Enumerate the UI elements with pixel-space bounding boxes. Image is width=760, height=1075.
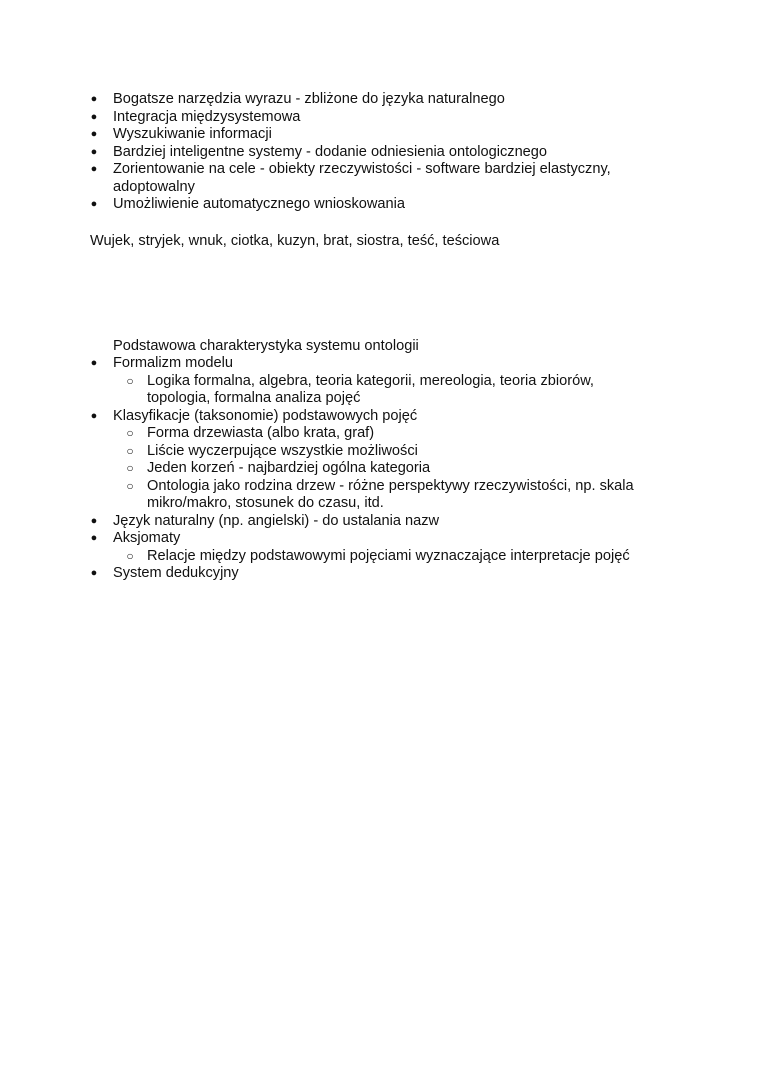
list-item	[0, 530, 760, 548]
section-heading: Podstawowa charakterystyka systemu ontologii	[113, 338, 419, 354]
sub-list-item-text: Jeden korzeń - najbardziej ogólna kategoria	[147, 460, 431, 476]
bullet-icon: ●	[90, 532, 98, 544]
list-item-text: Język naturalny (np. angielski) - do ustalania nazw	[113, 512, 440, 529]
sub-list-item-text: Liście wyczerpujące wszystkie możliwości	[147, 442, 418, 459]
bullet-icon: ●	[90, 198, 98, 210]
list-item	[0, 126, 760, 144]
list-item	[0, 408, 760, 426]
sub-list-item	[0, 478, 760, 513]
sublist-container	[0, 548, 760, 566]
bullet-icon: ●	[90, 110, 98, 123]
bullet-icon: ●	[90, 145, 98, 158]
list-item-text: Formalizm modelu	[113, 355, 234, 371]
list-item-text: Klasyfikacje (taksonomie) podstawowych pojęć	[113, 407, 418, 424]
sub-list-item	[0, 443, 760, 461]
list-item	[0, 196, 760, 214]
circle-bullet-icon: ○	[126, 426, 134, 440]
relatives-line: Wujek, stryjek, wnuk, ciotka, kuzyn, brat, siostra, teść, teściowa	[90, 233, 500, 249]
bullet-icon: ●	[90, 567, 98, 579]
circle-bullet-icon: ○	[126, 373, 134, 388]
sub-list-item-text: Forma drzewiasta (albo krata, graf)	[147, 425, 375, 441]
bullet-icon: ●	[90, 409, 98, 422]
sub-list-item	[0, 460, 760, 478]
ontology-characteristics-list	[0, 355, 760, 583]
list-item-text: Bogatsze narzędzia wyrazu - zbliżone do języka naturalnego	[113, 91, 505, 107]
list-item-text: Umożliwienie automatycznego wnioskowania	[113, 196, 406, 212]
circle-bullet-icon: ○	[126, 443, 134, 458]
bullet-icon: ●	[90, 93, 98, 105]
bullet-icon: ●	[90, 357, 98, 369]
circle-bullet-icon: ○	[126, 478, 134, 493]
list-item	[0, 355, 760, 373]
benefits-list	[0, 91, 760, 214]
circle-bullet-icon: ○	[126, 548, 134, 563]
sub-list-item-text: Relacje między podstawowymi pojęciami wyznaczające interpretacje pojęć	[147, 547, 630, 564]
list-item	[0, 144, 760, 162]
sublist-container	[0, 425, 760, 513]
sub-list-item	[0, 373, 760, 408]
list-item	[0, 565, 760, 583]
list-item-text: System dedukcyjny	[113, 565, 239, 581]
bullet-icon: ●	[90, 514, 98, 527]
list-item	[0, 91, 760, 109]
bullet-icon: ●	[90, 163, 98, 175]
list-item-text: Wyszukiwanie informacji	[113, 126, 272, 142]
bullet-icon: ●	[90, 128, 98, 140]
sublist-container	[0, 373, 760, 408]
circle-bullet-icon: ○	[126, 461, 134, 475]
sub-list-item-text: Ontologia jako rodzina drzew - różne perspektywy rzeczywistości, np. skala mikro/makro, stosunek do czasu, itd.	[147, 477, 634, 511]
list-item-text: Zorientowanie na cele - obiekty rzeczywistości - software bardziej elastyczny, adoptowalny	[113, 161, 611, 195]
sub-list-item-text: Logika formalna, algebra, teoria kategorii, mereologia, teoria zbiorów, topologia, formalna analiza pojęć	[147, 372, 594, 406]
list-item-text: Integracja międzysystemowa	[113, 108, 301, 125]
sub-list-item	[0, 548, 760, 566]
list-item-text: Bardziej inteligentne systemy - dodanie odniesienia ontologicznego	[113, 143, 548, 160]
list-item	[0, 513, 760, 531]
list-item-text: Aksjomaty	[113, 530, 181, 546]
sub-list-item	[0, 425, 760, 443]
list-item	[0, 109, 760, 127]
list-item	[0, 161, 760, 196]
